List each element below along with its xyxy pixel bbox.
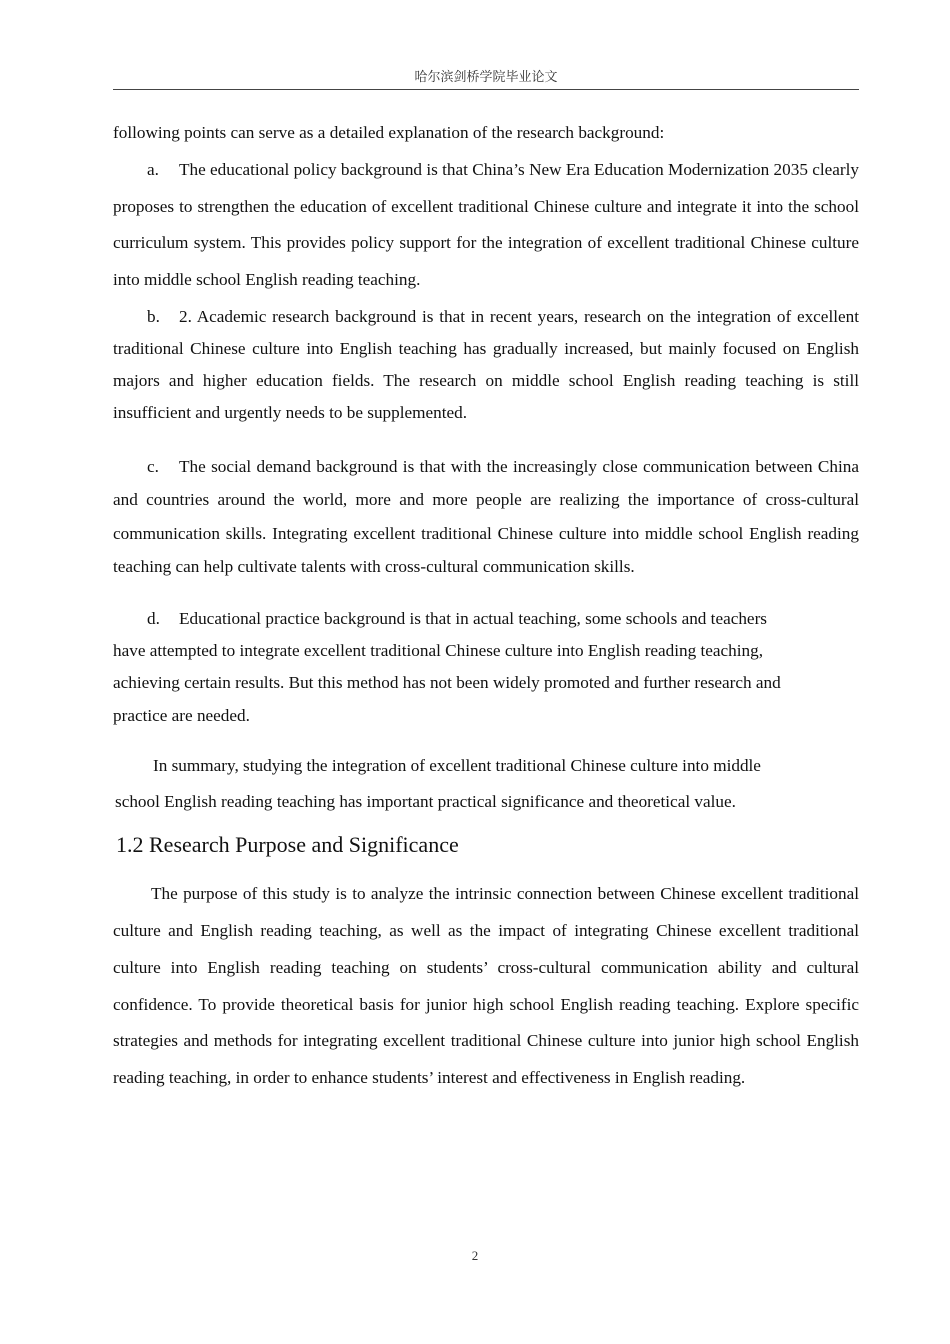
- lead-paragraph: following points can serve as a detailed explanation of the research background:: [113, 123, 665, 142]
- list-item-text: The educational policy background is that China’s New Era Education Modernization 2035 clearly proposes to strengthen the education of excellent traditional Chinese culture and integrate it into the school curriculum system. This provides policy support for the integration of excellent traditional Chinese culture into middle school English reading teaching.: [113, 160, 859, 290]
- section-heading: 1.2 Research Purpose and Significance: [116, 831, 459, 857]
- list-marker: d.: [147, 608, 160, 628]
- list-item-a: [113, 152, 859, 299]
- list-item-text: Educational practice background is that in actual teaching, some schools and teachers have attempted to integrate excellent traditional Chinese culture into English reading teaching, achieving certain results. But this method has not been widely promoted and further research and practice are needed.: [113, 608, 781, 725]
- list-item-text: The social demand background is that with the increasingly close communication between China and countries around the world, more and more people are realizing the importance of cross-cultural communication skills. Integrating excellent traditional Chinese culture into middle school English reading teaching can help cultivate talents with cross-cultural communication skills.: [113, 456, 859, 577]
- page-header: 哈尔滨剑桥学院毕业论文: [113, 66, 859, 90]
- summary-paragraph: In summary, studying the integration of excellent traditional Chinese culture into middle school English reading teaching has important practical significance and theoretical value.: [115, 755, 761, 811]
- section-paragraph: The purpose of this study is to analyze the intrinsic connection between Chinese excellent traditional culture and English reading teaching, as well as the impact of integrating Chinese excellent traditional culture into English reading teaching on students’ cross-cultural communication ability and cultural confidence. To provide theoretical basis for junior high school English reading teaching. Explore specific strategies and methods for integrating excellent traditional Chinese culture into junior high school English reading teaching, in order to enhance students’ interest and effectiveness in English reading.: [113, 883, 859, 1088]
- list-item-c: [113, 450, 859, 584]
- list-item-b: [113, 301, 859, 430]
- list-item-d: [113, 603, 793, 732]
- list-marker: a.: [147, 160, 159, 179]
- list-marker: b.: [147, 306, 160, 326]
- page-number: 2: [471, 1248, 479, 1263]
- list-item-text: 2. Academic research background is that in recent years, research on the integration of excellent traditional Chinese culture into English teaching has gradually increased, but mainly focused on English majors and higher education fields. The research on middle school English reading teaching is still insufficient and urgently needs to be supplemented.: [113, 306, 859, 423]
- page-body: [113, 118, 859, 1097]
- list-marker: c.: [147, 456, 159, 476]
